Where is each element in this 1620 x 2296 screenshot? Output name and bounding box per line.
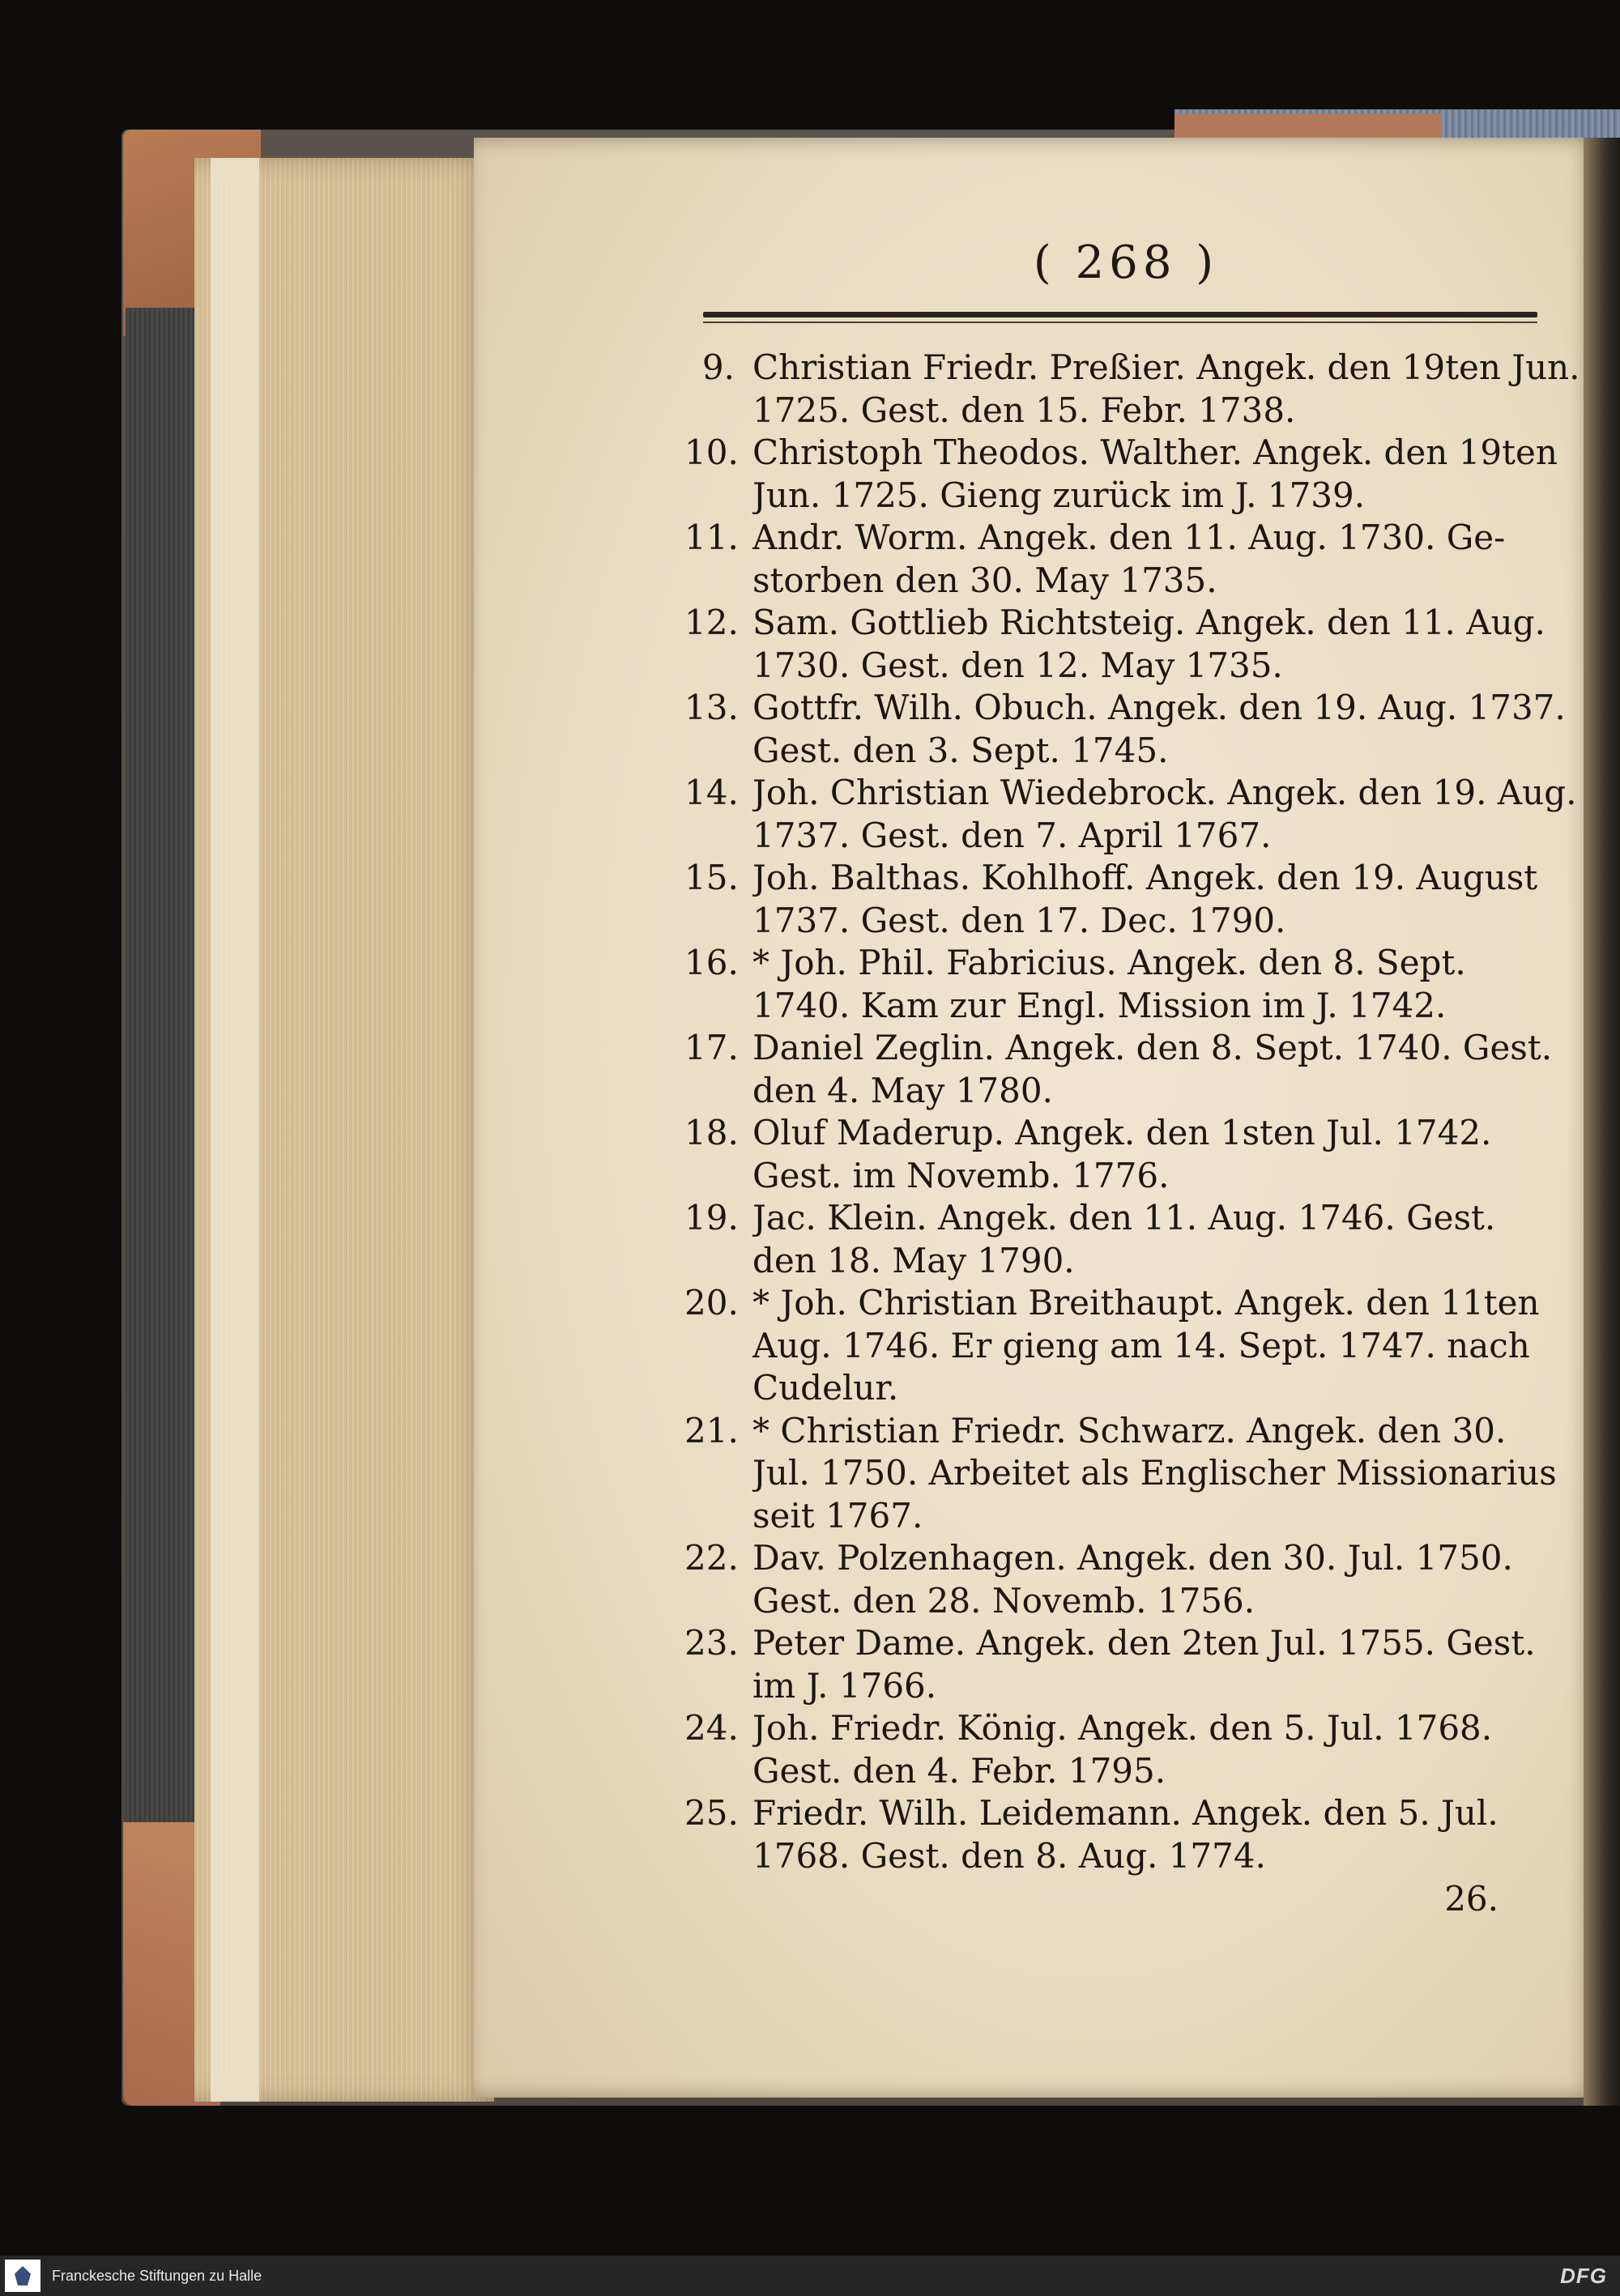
missionary-list xyxy=(684,347,1580,1877)
entry-text xyxy=(746,1027,1552,1112)
entry-number: 10. xyxy=(684,432,739,472)
entry-number: 17. xyxy=(684,1028,739,1067)
entry-text xyxy=(746,942,1543,1027)
list-item xyxy=(684,1197,1543,1282)
entry-line: 1730. Gest. den 12. May 1735. xyxy=(752,645,1283,685)
list-item xyxy=(684,1282,1543,1410)
entry-line: * Christian Friedr. Schwarz. Angek. den 30. xyxy=(752,1410,1507,1450)
list-item xyxy=(684,1027,1553,1112)
entry-number: 11. xyxy=(684,518,739,557)
entry-number: 22. xyxy=(684,1538,739,1578)
entry-text xyxy=(746,432,1558,517)
list-item xyxy=(684,687,1566,772)
entry-line: * Joh. Phil. Fabricius. Angek. den 8. Sept. xyxy=(752,943,1466,982)
list-item xyxy=(684,1622,1543,1707)
entry-line: den 4. May 1780. xyxy=(752,1070,1053,1110)
entry-number: 19. xyxy=(684,1198,739,1237)
entry-line: storben den 30. May 1735. xyxy=(752,560,1217,600)
list-item xyxy=(684,1112,1543,1197)
entry-line: Peter Dame. Angek. den 2ten Jul. 1755. Gest. xyxy=(752,1623,1536,1663)
list-item xyxy=(684,857,1543,942)
page-block-highlight xyxy=(211,158,259,2102)
list-item xyxy=(684,602,1543,687)
entry-text xyxy=(746,517,1543,602)
entry-line: im J. 1766. xyxy=(752,1665,937,1706)
entry-line: Daniel Zeglin. Angek. den 8. Sept. 1740. Gest. xyxy=(752,1028,1553,1067)
entry-line: Dav. Polzenhagen. Angek. den 30. Jul. 1750. xyxy=(752,1538,1513,1578)
entry-line: 1725. Gest. den 15. Febr. 1738. xyxy=(752,390,1296,430)
list-item xyxy=(684,1792,1543,1877)
entry-number: 25. xyxy=(684,1793,739,1833)
logo-mark-icon xyxy=(15,2266,31,2285)
entry-line: 1737. Gest. den 7. April 1767. xyxy=(752,815,1272,855)
page-gutter xyxy=(1584,138,1620,2106)
entry-line: Aug. 1746. Er gieng am 14. Sept. 1747. nach xyxy=(752,1325,1530,1365)
entry-text xyxy=(746,1410,1557,1538)
entry-line: Gest. den 4. Febr. 1795. xyxy=(752,1750,1166,1791)
entry-line: Cudelur. xyxy=(752,1368,899,1408)
entry-line: Christoph Theodos. Walther. Angek. den 19ten xyxy=(752,432,1558,472)
entry-text xyxy=(746,347,1580,432)
entry-text xyxy=(746,1622,1543,1707)
entry-line: 1737. Gest. den 17. Dec. 1790. xyxy=(752,900,1286,940)
entry-number: 23. xyxy=(684,1623,739,1663)
entry-number: 14. xyxy=(684,773,739,812)
entry-line: Gottfr. Wilh. Obuch. Angek. den 19. Aug. 1737. xyxy=(752,688,1566,727)
list-item xyxy=(684,1410,1557,1538)
entry-number: 20. xyxy=(684,1283,739,1323)
entry-number: 15. xyxy=(684,858,739,897)
entry-text xyxy=(746,1197,1543,1282)
list-item xyxy=(684,347,1580,432)
list-item xyxy=(684,517,1543,602)
entry-number: 13. xyxy=(684,688,739,727)
entry-text xyxy=(746,602,1545,687)
entry-text xyxy=(746,1792,1543,1877)
entry-line: Jac. Klein. Angek. den 11. Aug. 1746. Gest. xyxy=(752,1198,1496,1237)
entry-number: 24. xyxy=(684,1708,739,1748)
header-rule-thin xyxy=(703,322,1537,323)
institution-name: Franckesche Stiftungen zu Halle xyxy=(52,2267,262,2284)
entry-line: Joh. Christian Wiedebrock. Angek. den 19. Aug. xyxy=(752,773,1577,812)
entry-line: seit 1767. xyxy=(752,1495,923,1536)
entry-number: 12. xyxy=(684,603,739,642)
entry-line: Sam. Gottlieb Richtsteig. Angek. den 11. Aug. xyxy=(752,603,1545,642)
entry-text xyxy=(746,1112,1543,1197)
list-item xyxy=(684,1537,1543,1622)
institution-logo xyxy=(5,2260,40,2292)
page-number: ( 268 ) xyxy=(1033,236,1219,289)
entry-line: Friedr. Wilh. Leidemann. Angek. den 5. Jul. xyxy=(752,1793,1498,1833)
entry-line: * Joh. Christian Breithaupt. Angek. den 11ten xyxy=(752,1283,1540,1323)
entry-text xyxy=(746,772,1576,857)
entry-text xyxy=(746,1282,1543,1410)
dfg-badge: DFG xyxy=(1560,2264,1607,2288)
entry-line: Andr. Worm. Angek. den 11. Aug. 1730. Ge- xyxy=(752,518,1506,557)
entry-text xyxy=(746,857,1543,942)
entry-line: Christian Friedr. Preßier. Angek. den 19ten Jun. xyxy=(752,347,1580,387)
viewer-footer xyxy=(0,2256,1620,2296)
entry-line: Gest. den 28. Novemb. 1756. xyxy=(752,1580,1256,1621)
list-item xyxy=(684,942,1543,1027)
entry-line: 1740. Kam zur Engl. Mission im J. 1742. xyxy=(752,985,1447,1025)
entry-number: 21. xyxy=(684,1410,739,1450)
entry-text xyxy=(746,1537,1543,1622)
entry-line: Jul. 1750. Arbeitet als Englischer Missionarius xyxy=(752,1453,1557,1493)
list-item xyxy=(684,772,1577,857)
entry-line: Gest. im Novemb. 1776. xyxy=(752,1155,1170,1195)
list-item xyxy=(684,432,1558,517)
header-rule xyxy=(703,312,1537,317)
catchword: 26. xyxy=(1444,1879,1498,1919)
entry-line: Jun. 1725. Gieng zurück im J. 1739. xyxy=(752,475,1366,515)
entry-text xyxy=(746,687,1566,772)
entry-number: 16. xyxy=(684,943,739,982)
entry-number: 9. xyxy=(701,347,735,387)
entry-line: Joh. Friedr. König. Angek. den 5. Jul. 1768. xyxy=(752,1708,1493,1748)
list-item xyxy=(684,1707,1543,1792)
entry-line: Gest. den 3. Sept. 1745. xyxy=(752,730,1169,770)
entry-line: Oluf Maderup. Angek. den 1sten Jul. 1742. xyxy=(752,1113,1492,1152)
entry-line: den 18. May 1790. xyxy=(752,1240,1075,1280)
entry-text xyxy=(746,1707,1543,1792)
entry-number: 18. xyxy=(684,1113,739,1152)
entry-line: 1768. Gest. den 8. Aug. 1774. xyxy=(752,1835,1266,1876)
entry-line: Joh. Balthas. Kohlhoff. Angek. den 19. August xyxy=(752,858,1538,897)
